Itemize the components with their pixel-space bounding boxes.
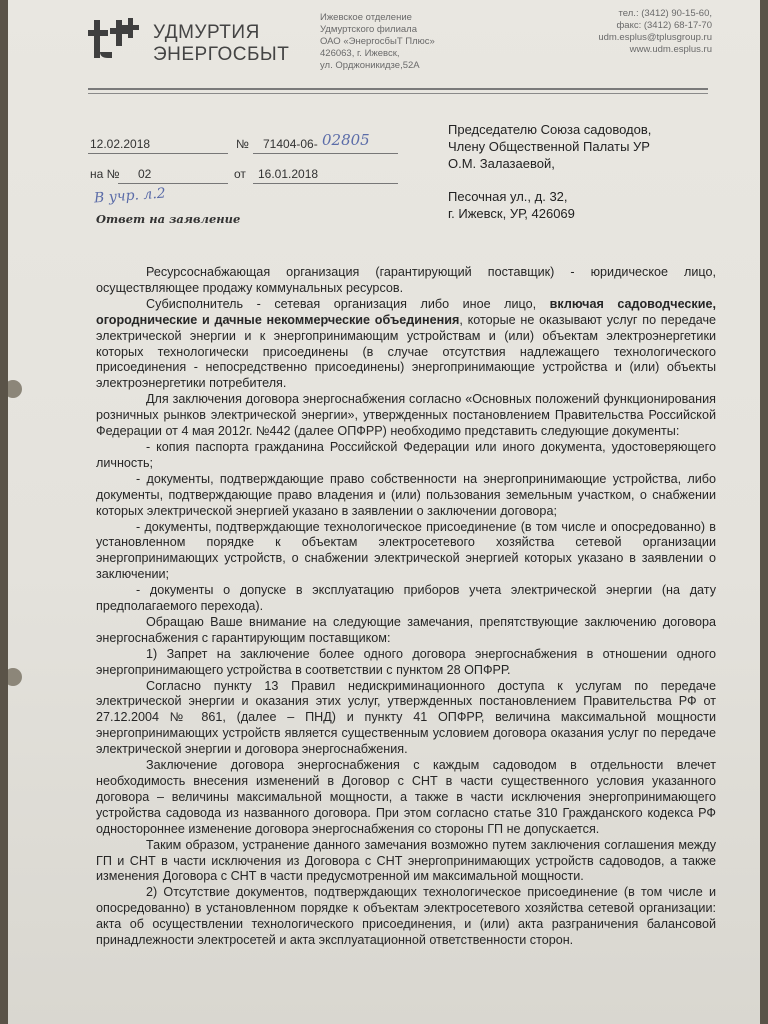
- date-underline: [88, 153, 228, 154]
- company-name-line2: ЭНЕРГОСБЫТ: [153, 44, 290, 65]
- emphasized-text: включая садоводческие, огороднические и дачные некоммерческие объединения: [96, 296, 716, 327]
- ref-date-underline: [253, 183, 398, 184]
- address-line: г. Ижевск, УР, 426069: [448, 206, 575, 221]
- paragraph: Ресурсоснабжающая организация (гарантирующий поставщик) - юридическое лицо, осуществляющее продажу коммунальных ресурсов.: [96, 265, 716, 295]
- branch-line: 426063, г. Ижевск,: [320, 48, 400, 59]
- paragraph: Для заключения договора энергоснабжения согласно «Основных положений функционирования розничных рынков электрической энергии», утвержденных постановлением Правительства Российской Федерации от 4 мая 2012г. №442 (далее ОПФРР) необходимо представить следующие документы:: [96, 392, 716, 439]
- fax: факс: (3412) 68-17-70: [616, 20, 712, 31]
- number-label: №: [236, 137, 249, 151]
- paragraph: Таким образом, устранение данного замечания возможно путем заключения соглашения между ГП и СНТ в части исключения из Договора с СНТ энергопринимающих устройств садоводов, а также изменения Договора с СНТ в части предусмотренной им максимальной мощности.: [96, 837, 716, 884]
- number-underline: [253, 153, 398, 154]
- letter-date: 12.02.2018: [90, 137, 151, 151]
- list-item: - документы о допуске в эксплуатацию приборов учета электрической энергии (на дату предполагаемого перехода).: [96, 583, 716, 614]
- punch-hole: [8, 380, 22, 398]
- handwritten-note: В учр. л.2: [93, 185, 167, 207]
- from-label: от: [234, 167, 246, 181]
- addressee-line: О.М. Залазаевой,: [448, 156, 555, 171]
- letter-body: [96, 265, 716, 949]
- letter-subject: Ответ на заявление: [96, 212, 241, 226]
- addressee-line: Председателю Союза садоводов,: [448, 122, 652, 137]
- ref-date: 16.01.2018: [258, 167, 319, 181]
- company-name-line1: УДМУРТИЯ: [153, 22, 260, 43]
- ref-label: на №: [90, 167, 120, 181]
- contact-info: [598, 8, 712, 56]
- letter-number: 71404-06-: [263, 137, 318, 151]
- header-divider: [88, 88, 708, 90]
- ref-number-underline: [118, 183, 228, 184]
- handwritten-number: 02805: [322, 131, 370, 149]
- branch-line: ОАО «ЭнергосбыТ Плюс»: [320, 36, 435, 47]
- branch-line: Удмуртского филиала: [320, 24, 417, 35]
- punch-hole: [8, 668, 22, 686]
- addressee-line: Члену Общественной Палаты УР: [448, 139, 650, 154]
- email: udm.esplus@tplusgroup.ru: [598, 32, 712, 43]
- paragraph-text: Субисполнитель - сетевая организация либо иное лицо,: [146, 296, 550, 311]
- paragraph: Обращаю Ваше внимание на следующие замечания, препятствующие заключению договора энергоснабжения с гарантирующим поставщиком:: [96, 614, 716, 645]
- list-item: - копия паспорта гражданина Российской Федерации или иного документа, удостоверяющего личность;: [96, 439, 716, 470]
- paragraph: Заключение договора энергоснабжения с каждым садоводом в отдельности влечет необходимость внесения изменений в Договор с СНТ в части существенного условия указанного договора – величины максимальной мощности, а также в части исключения энергопринимающего устройства садовода из названного договора. При этом согласно статье 310 Гражданского кодекса РФ одностороннее изменение договора энергоснабжения со стороны ГП не допускается.: [96, 758, 716, 836]
- address-line: Песочная ул., д. 32,: [448, 189, 568, 204]
- branch-line: ул. Орджоникидзе,52А: [320, 60, 420, 71]
- list-item: - документы, подтверждающие технологическое присоединение (в том числе и опосредованно) в установленном порядке к объектам электросетевого хозяйства сетевой организации энергопринимающих устройств, о снабжении электрической энергией которых указано в заявлении о заключении;: [96, 519, 716, 582]
- paragraph: Согласно пункту 13 Правил недискриминационного доступа к услугам по передаче электрической энергии и оказания этих услуг, утвержденных постановлением Правительства РФ от 27.12.2004 № 861, (далее – ПНД) и пункту 41 ОПФРР, величина максимальной мощности энергопринимающих устройств является существенным условием договора оказания услуг по передаче электрической энергии и договора энергоснабжения.: [96, 678, 716, 757]
- branch-line: Ижевское отделение: [320, 12, 412, 23]
- company-logo-icon: [88, 18, 140, 62]
- addressee-address: [448, 188, 575, 222]
- letter-page: [8, 0, 760, 1024]
- website: www.udm.esplus.ru: [629, 44, 712, 55]
- header-divider-thin: [88, 93, 708, 94]
- addressee-block: [448, 121, 651, 172]
- branch-info: [320, 12, 435, 72]
- paragraph: [96, 297, 716, 392]
- list-item: - документы, подтверждающие право собственности на энергопринимающие устройства, либо документы, подтверждающие право владения и (или) пользования земельным участком, о снабжении которых электрической энергией указано в заявлении о заключении договора;: [96, 471, 716, 518]
- paragraph: 1) Запрет на заключение более одного договора энергоснабжения в отношении одного энергопринимающего устройства в соответствии с пунктом 28 ОПФРР.: [96, 646, 716, 677]
- paragraph: 2) Отсутствие документов, подтверждающих технологическое присоединение (в том числе и опосредованно) в установленном порядке к объектам электросетевого хозяйства сетевой организации: акта об осуществлении технологического присоединения, и (или) акта разграничения балансовой принадлежности электросетей и акта эксплуатационной ответственности сторон.: [96, 885, 716, 948]
- phone: тел.: (3412) 90-15-60,: [618, 8, 712, 19]
- paragraph-text: , которые не оказывают услуг по передаче электрической энергии и к энергопринимающим устройствам и (или) объектам электроэнергетики которых технологически присоединены (в случае отсутствия надлежащего технологического присоединения - непосредственно присоединены) энергопринимающие устройства и (или) объекты электроэнергетики потребителя.: [96, 312, 717, 391]
- ref-number: 02: [138, 167, 152, 181]
